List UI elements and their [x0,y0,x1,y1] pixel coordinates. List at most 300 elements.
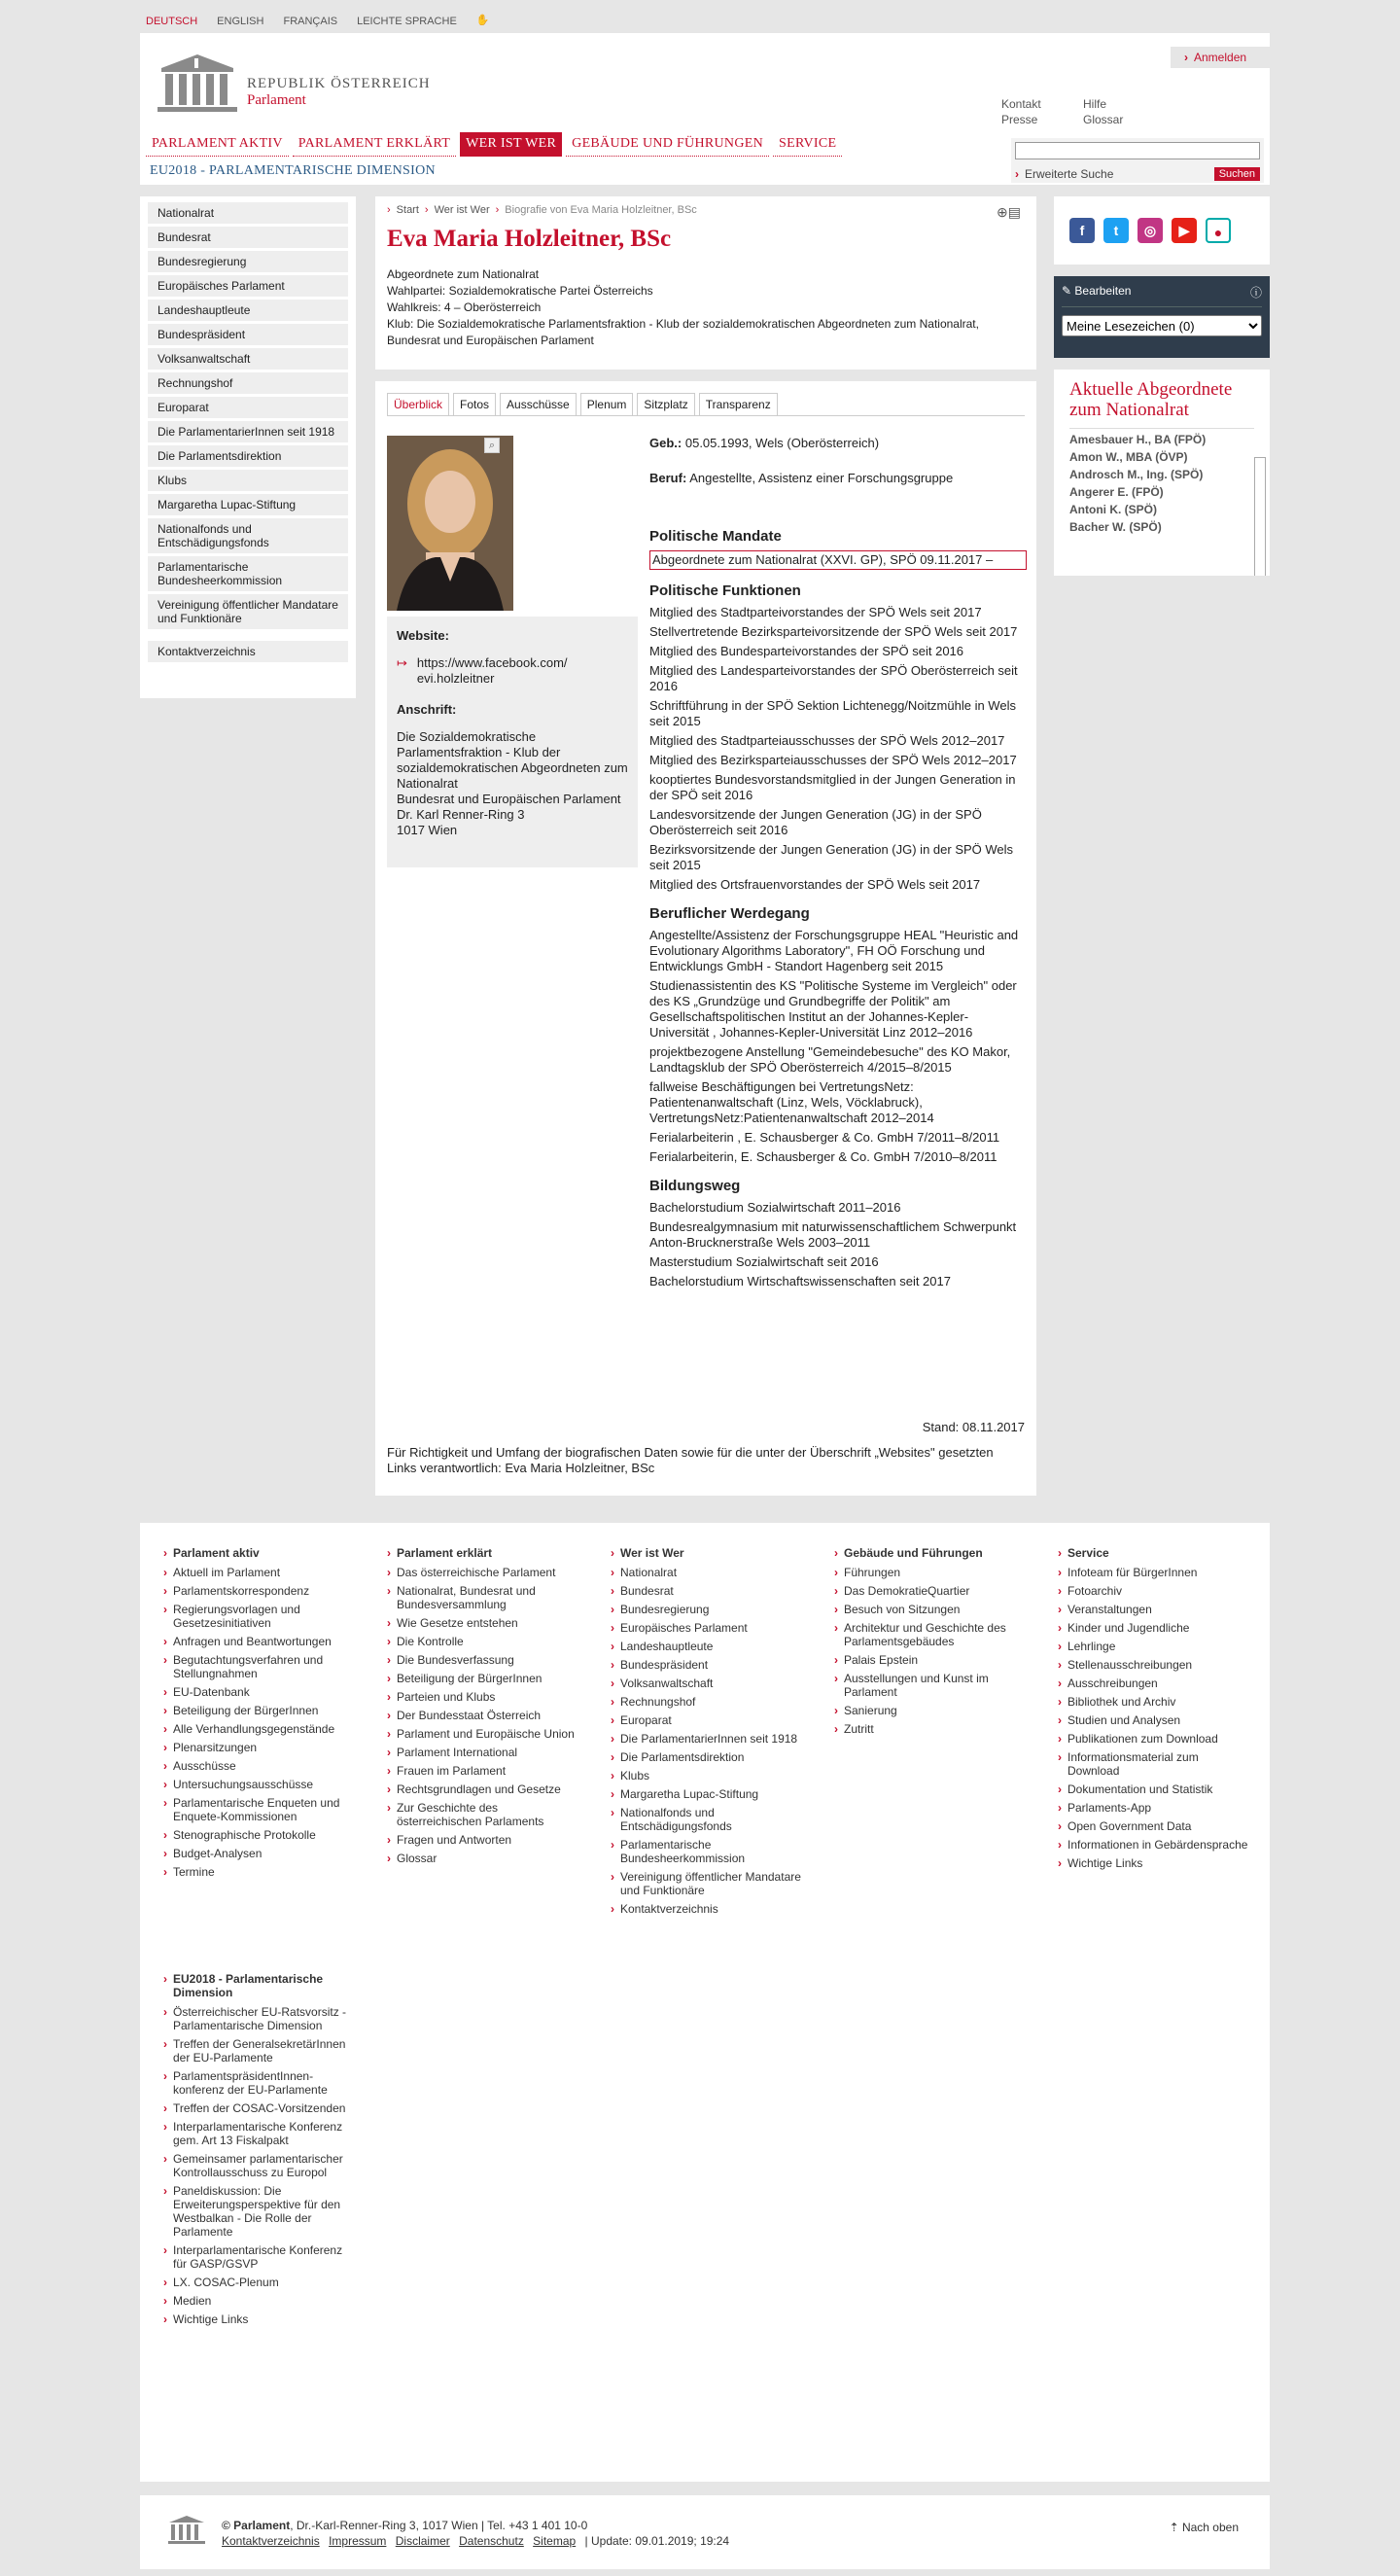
footer-link[interactable] [163,1566,356,1579]
footer-link[interactable] [834,1584,1027,1598]
footer-heading[interactable] [834,1546,1027,1560]
members-list [1069,433,1254,534]
profession-value: Angestellte, Assistenz einer Forschungsgruppe [689,471,954,485]
chevron-right-icon: › [163,2294,167,2308]
footer-link[interactable] [611,1902,803,1916]
chevron-right-icon: › [163,1796,167,1810]
footer-link[interactable] [1058,1856,1250,1870]
footer-link[interactable] [1058,1603,1250,1616]
footer-link[interactable] [611,1640,803,1653]
footer-link-label: Der Bundesstaat Österreich [397,1709,542,1722]
copyright [222,2519,1242,2532]
chevron-right-icon: › [387,1653,391,1667]
service-link-presse[interactable]: Presse [1001,113,1038,126]
address-line: Bundesrat und Europäischen Parlament [397,792,621,806]
footer-link[interactable] [163,1759,356,1773]
tab-fotos[interactable]: Fotos [453,393,496,415]
profession-row [649,471,1027,486]
chevron-right-icon: › [387,1584,391,1598]
footer-link-label: Das österreichische Parlament [397,1566,556,1579]
chevron-right-icon: › [1058,1782,1062,1796]
flickr-icon[interactable]: ● [1206,218,1231,243]
footer-link-label: Rechnungshof [620,1695,696,1709]
footer-link[interactable] [163,1603,356,1630]
footer-link[interactable] [387,1782,579,1796]
chevron-right-icon: › [163,1722,167,1736]
footer-link-label: Palais Epstein [844,1653,919,1667]
left-nav-item[interactable]: Margaretha Lupac-Stiftung [148,494,348,515]
meta-club: Klub: Die Sozialdemokratische Parlamentsfraktion - Klub der sozialdemokratischen Abgeordneten zum Nationalrat, Bundesrat und Europäischen Parlament [387,317,979,347]
left-nav-item[interactable]: Nationalrat [148,202,348,224]
footer-link[interactable] [611,1750,803,1764]
left-nav-item[interactable]: Die Parlamentsdirektion [148,445,348,467]
edit-link[interactable] [1062,284,1131,300]
footer-link-label: Parteien und Klubs [397,1690,496,1704]
footer-link[interactable] [834,1704,1027,1717]
page-title: Eva Maria Holzleitner, BSc [387,226,672,252]
footer-link[interactable] [387,1764,579,1778]
current-members-box [1054,370,1270,576]
footer-link-label: Wichtige Links [1068,1856,1143,1870]
footer-link[interactable] [611,1806,803,1833]
chevron-right-icon: › [611,1603,614,1616]
footer-link[interactable] [163,1796,356,1823]
member-item[interactable]: Androsch M., Ing. (SPÖ) [1069,468,1204,481]
footer-link[interactable] [1058,1750,1250,1778]
chevron-right-icon: › [163,2276,167,2289]
chevron-right-icon: › [1058,1584,1062,1598]
footer-link[interactable] [611,1584,803,1598]
footer-link[interactable] [163,2312,356,2326]
chevron-right-icon: › [387,1782,391,1796]
footer-heading[interactable] [163,1546,356,1560]
copyright-address: , Dr.-Karl-Renner-Ring 3, 1017 Wien | Tel. +43 1 401 10-0 [290,2519,588,2532]
footer-heading-label: Parlament aktiv [173,1546,260,1560]
left-nav-item[interactable]: Europarat [148,397,348,418]
footer-link-label: Führungen [844,1566,901,1579]
main-nav-item[interactable]: SERVICE [773,132,842,157]
portrait-illustration [387,436,513,611]
footer-link[interactable] [387,1635,579,1648]
footer-link[interactable] [387,1653,579,1667]
footer-link[interactable] [163,2294,356,2308]
chevron-right-icon: › [387,1672,391,1685]
chevron-right-icon: › [611,1676,614,1690]
footer-link[interactable] [611,1566,803,1579]
footer-link-label: Informationen in Gebärdensprache [1068,1838,1248,1852]
function-item: Stellvertretende Bezirksparteivorsitzende der SPÖ Wels seit 2017 [649,624,1018,639]
last-updated: Stand: 08.11.2017 [922,1420,1025,1434]
career-item: Ferialarbeiterin , E. Schausberger & Co. GmbH 7/2011–8/2011 [649,1130,1000,1145]
zoom-icon[interactable]: ⌕ [484,438,500,453]
functions-heading: Politische Funktionen [649,582,801,599]
footer-link-label: Die Kontrolle [397,1635,464,1648]
member-item[interactable]: Amon W., MBA (ÖVP) [1069,450,1188,464]
chevron-right-icon: › [387,1764,391,1778]
footer-link[interactable] [611,1621,803,1635]
portrait-photo[interactable] [387,436,513,611]
link-datenschutz[interactable]: Datenschutz [459,2534,524,2548]
footer-link[interactable] [1058,1658,1250,1672]
breadcrumb-wer-ist-wer[interactable]: Wer ist Wer [434,204,490,216]
footer-link[interactable] [611,1713,803,1727]
lang-english[interactable]: ENGLISH [217,16,264,27]
chevron-right-icon: › [834,1621,838,1635]
chevron-right-icon: › [387,1833,391,1847]
footer-link[interactable] [1058,1713,1250,1727]
chevron-right-icon: › [1058,1732,1062,1746]
education-list [649,1200,1027,1289]
service-link-glossar[interactable]: Glossar [1083,113,1124,126]
footer-link[interactable] [611,1732,803,1746]
footer-link-label: Beteiligung der BürgerInnen [173,1704,319,1717]
footer-link-label: Das DemokratieQuartier [844,1584,970,1598]
footer-link-label: Dokumentation und Statistik [1068,1782,1213,1796]
footer-link[interactable] [163,1847,356,1860]
footer-link[interactable] [611,1676,803,1690]
main-nav-item[interactable]: WER IST WER [460,132,562,157]
footer-column [611,1546,803,1921]
footer-link-label: Publikationen zum Download [1068,1732,1218,1746]
current-members-heading: Aktuelle Abgeordnete zum Nationalrat [1069,379,1254,429]
chevron-right-icon: › [387,1546,391,1560]
footer-link[interactable] [387,1672,579,1685]
login-label: Anmelden [1194,51,1247,64]
left-nav-item[interactable]: Bundespräsident [148,324,348,345]
footer-link-label: Architektur und Geschichte des Parlamentsgebäudes [844,1621,1006,1648]
footer-link[interactable] [163,1865,356,1879]
footer-link[interactable] [1058,1584,1250,1598]
tab-überblick[interactable]: Überblick [387,393,449,415]
footer-link-label: Paneldiskussion: Die Erweiterungsperspektive für den Westbalkan - Die Rolle der Parlamente [173,2184,341,2239]
bookmarks-select[interactable] [1062,315,1262,336]
footer-link-label: Untersuchungsausschüsse [173,1778,314,1791]
footer-link-label: Gemeinsamer parlamentarischer Kontrollausschuss zu Europol [173,2152,343,2179]
member-item[interactable]: Bacher W. (SPÖ) [1069,520,1162,534]
education-heading: Bildungsweg [649,1178,741,1194]
main-nav-item[interactable]: GEBÄUDE UND FÜHRUNGEN [566,132,769,157]
link-kontaktverzeichnis[interactable]: Kontaktverzeichnis [222,2534,320,2548]
website-link[interactable]: https://www.facebook.com/ evi.holzleitner [416,655,568,686]
tab-ausschüsse[interactable]: Ausschüsse [500,393,577,415]
bookmark-add-icon[interactable]: ⊕▤ [997,204,1021,220]
education-item: Bundesrealgymnasium mit naturwissenschaftlichem Schwerpunkt Anton-Brucknerstraße Wels 2003–2011 [649,1219,1017,1250]
chevron-right-icon: › [163,2312,167,2326]
footer-link[interactable] [1058,1819,1250,1833]
footer-link-label: Kinder und Jugendliche [1068,1621,1190,1635]
footer-link[interactable] [834,1603,1027,1616]
left-nav-item[interactable]: Vereinigung öffentlicher Mandatare und Funktionäre [148,594,348,629]
chevron-right-icon: › [163,2243,167,2257]
footer-link[interactable] [163,2152,356,2179]
footer-heading[interactable] [163,1972,356,1999]
edit-box [1054,276,1270,358]
login-button[interactable] [1171,47,1270,68]
footer-link-label: Vereinigung öffentlicher Mandatare und Funktionäre [620,1870,801,1897]
footer-link[interactable] [387,1727,579,1741]
footer-link[interactable] [163,2005,356,2032]
footer-link[interactable] [163,1685,356,1699]
footer-link[interactable] [387,1566,579,1579]
link-sitemap[interactable]: Sitemap [533,2534,577,2548]
chevron-right-icon: › [611,1902,614,1916]
lang-leichte-sprache[interactable]: LEICHTE SPRACHE [357,16,457,27]
chevron-right-icon: › [1058,1750,1062,1764]
footer-link[interactable] [1058,1801,1250,1815]
career-heading: Beruflicher Werdegang [649,905,810,922]
footer-link[interactable] [387,1584,579,1611]
left-nav-item[interactable]: Die ParlamentarierInnen seit 1918 [148,421,348,442]
member-item[interactable]: Antoni K. (SPÖ) [1069,503,1157,516]
chevron-right-icon: › [611,1870,614,1884]
function-item: Mitglied des Stadtparteiausschusses der SPÖ Wels 2012–2017 [649,733,1005,748]
left-nav-item[interactable]: Klubs [148,470,348,491]
footer-link[interactable] [163,1778,356,1791]
footer-link-label: Stellenausschreibungen [1068,1658,1193,1672]
chevron-right-icon: › [1058,1838,1062,1852]
career-list [649,928,1027,1165]
footer-link[interactable] [163,1722,356,1736]
left-nav-item[interactable]: Rechnungshof [148,372,348,394]
footer-heading-label: Wer ist Wer [620,1546,684,1560]
legal-links [222,2534,1242,2548]
left-nav-item[interactable]: Nationalfonds und Entschädigungsfonds [148,518,348,553]
footer-link-label: Parlaments-App [1068,1801,1152,1815]
youtube-icon[interactable]: ▶ [1172,218,1197,243]
back-to-top-link[interactable] [1170,2521,1239,2534]
site-logo[interactable] [154,53,431,113]
chevron-right-icon: › [834,1584,838,1598]
footer-heading[interactable] [611,1546,803,1560]
footer-link[interactable] [387,1746,579,1759]
footer-link-label: Wie Gesetze entstehen [397,1616,518,1630]
footer-heading[interactable] [1058,1546,1250,1560]
chevron-right-icon: › [163,1566,167,1579]
chevron-right-icon: › [834,1722,838,1736]
service-link-hilfe[interactable]: Hilfe [1083,97,1107,111]
footer-link[interactable] [163,2037,356,2064]
footer-link[interactable] [387,1616,579,1630]
footer-link[interactable] [163,1828,356,1842]
footer-column [163,1546,356,1884]
footer-link[interactable] [1058,1676,1250,1690]
tab-plenum[interactable]: Plenum [580,393,634,415]
chevron-right-icon: › [1058,1695,1062,1709]
footer-link[interactable] [1058,1695,1250,1709]
responsibility-note: Für Richtigkeit und Umfang der biografischen Daten sowie für die unter der Überschrift „Websites" gesetzten Links verantwortlich: Eva Maria Holzleitner, BSc [387,1445,994,1475]
left-nav-item[interactable]: Bundesregierung [148,251,348,272]
main-nav-item[interactable]: PARLAMENT AKTIV [146,132,289,157]
footer-link[interactable] [834,1653,1027,1667]
search-input[interactable] [1015,142,1260,159]
logo-title: REPUBLIK ÖSTERREICH [247,76,431,91]
twitter-icon[interactable]: t [1103,218,1129,243]
footer-link[interactable] [1058,1838,1250,1852]
footer-link-label: Studien und Analysen [1068,1713,1181,1727]
footer-link-label: Veranstaltungen [1068,1603,1152,1616]
footer-link-label: Nationalfonds und Entschädigungsfonds [620,1806,732,1833]
left-nav-item[interactable]: Bundesrat [148,227,348,248]
left-nav-item[interactable]: Volksanwaltschaft [148,348,348,370]
footer-link-label: Stenographische Protokolle [173,1828,316,1842]
chevron-right-icon: › [834,1566,838,1579]
chevron-right-icon: › [611,1838,614,1852]
service-links [1001,97,1165,126]
footer-link[interactable] [163,2069,356,2097]
footer-link[interactable] [163,2101,356,2115]
footer-link[interactable] [611,1695,803,1709]
chevron-right-icon: › [387,1727,391,1741]
footer-link[interactable] [834,1566,1027,1579]
chevron-right-icon: › [163,1603,167,1616]
edit-label: Bearbeiten [1074,284,1132,298]
footer-link[interactable] [1058,1782,1250,1796]
footer-link[interactable] [163,2184,356,2239]
tab-transparenz[interactable]: Transparenz [699,393,778,415]
biography-details [649,436,1027,1293]
chevron-right-icon: › [495,204,500,216]
footer-link-label: Anfragen und Beantwortungen [173,1635,332,1648]
footer-link[interactable] [834,1621,1027,1648]
footer-link-label: Die ParlamentarierInnen seit 1918 [620,1732,798,1746]
chevron-right-icon: › [611,1806,614,1819]
chevron-right-icon: › [611,1640,614,1653]
footer-link[interactable] [387,1801,579,1828]
left-nav-item[interactable]: Landeshauptleute [148,300,348,321]
footer-link-label: Die Bundesverfassung [397,1653,514,1667]
footer-link[interactable] [387,1833,579,1847]
footer-link[interactable] [1058,1732,1250,1746]
footer-link[interactable] [163,1635,356,1648]
function-item: Schriftführung in der SPÖ Sektion Lichtenegg/Noitzmühle in Wels seit 2015 [649,698,1016,728]
footer-link[interactable] [163,1741,356,1754]
member-item[interactable]: Angerer E. (FPÖ) [1069,485,1164,499]
footer-link[interactable] [611,1838,803,1865]
chevron-right-icon: › [163,1584,167,1598]
chevron-right-icon: › [163,1865,167,1879]
footer-link[interactable] [611,1769,803,1782]
parliament-logo-icon [167,2515,206,2547]
footer-link-label: Parlament International [397,1746,518,1759]
footer-link[interactable] [163,2276,356,2289]
chevron-right-icon: › [387,1566,391,1579]
tab-sitzplatz[interactable]: Sitzplatz [637,393,694,415]
info-icon[interactable]: ⓘ [1249,286,1262,300]
chevron-right-icon: › [163,1778,167,1791]
footer-link-label: Alle Verhandlungsgegenstände [173,1722,335,1736]
address-line: 1017 Wien [397,823,458,837]
chevron-right-icon: › [611,1546,614,1560]
facebook-icon[interactable]: f [1069,218,1095,243]
footer-link[interactable] [1058,1621,1250,1635]
link-impressum[interactable]: Impressum [329,2534,387,2548]
lang-deutsch[interactable]: DEUTSCH [146,16,198,27]
link-disclaimer[interactable]: Disclaimer [395,2534,450,2548]
career-item: fallweise Beschäftigungen bei VertretungsNetz: Patientenanwaltschaft (Linz, Wels, Vöcklabruck), VertretungsNetz:Patientenanwaltschaft 2012–2014 [649,1079,934,1125]
footer-link-label: Fragen und Antworten [397,1833,512,1847]
footer-link-label: Informationsmaterial zum Download [1068,1750,1199,1778]
birth-label: Geb.: [649,436,682,450]
chevron-right-icon: › [163,2101,167,2115]
biography-panel [375,381,1036,1496]
footer-link[interactable] [163,2120,356,2147]
chevron-right-icon: › [163,2152,167,2166]
footer-heading-label: EU2018 - Parlamentarische Dimension [173,1972,324,1999]
social-links [1054,196,1270,265]
footer-link-label: Parlament und Europäische Union [397,1727,575,1741]
footer-column [163,1972,356,2331]
footer-link[interactable] [611,1787,803,1801]
chevron-right-icon: › [163,1546,167,1560]
career-item: Angestellte/Assistenz der Forschungsgruppe HEAL "Heuristic and Evolutionary Algorithms Laboratory", FH OÖ Forschung und Entwicklungs GmbH - Standort Hagenberg seit 2015 [649,928,1019,973]
chevron-right-icon: › [834,1653,838,1667]
left-nav-item[interactable]: Parlamentarische Bundesheerkommission [148,556,348,591]
footer-link-label: Ausstellungen und Kunst im Parlament [844,1672,989,1699]
footer-link-label: Budget-Analysen [173,1847,262,1860]
footer-link[interactable] [387,1690,579,1704]
footer-link-label: Sanierung [844,1704,897,1717]
footer-link[interactable] [1058,1566,1250,1579]
footer-link-label: Europäisches Parlament [620,1621,748,1635]
footer-column [1058,1546,1250,1875]
footer-link[interactable] [834,1722,1027,1736]
chevron-right-icon: › [163,1704,167,1717]
breadcrumb-start[interactable]: Start [396,204,419,216]
search-box [1011,138,1264,183]
functions-list [649,605,1027,893]
footer-link-label: Beteiligung der BürgerInnen [397,1672,542,1685]
chevron-right-icon: › [611,1732,614,1746]
career-item: projektbezogene Anstellung "Gemeindebesuche" des KO Makor, Landtagsklub der SPÖ Oberösterreich 4/2015–8/2015 [649,1044,1011,1075]
footer-link[interactable] [611,1658,803,1672]
gesture-icon[interactable]: ✋ [475,15,490,26]
footer-link[interactable] [163,1653,356,1680]
members-scrollbar[interactable] [1254,457,1266,576]
footer-link-label: Wichtige Links [173,2312,249,2326]
chevron-right-icon: › [387,1635,391,1648]
footer-link[interactable] [611,1870,803,1897]
footer-link[interactable] [163,2243,356,2271]
chevron-right-icon: › [1058,1856,1062,1870]
footer-link-label: Besuch von Sitzungen [844,1603,961,1616]
footer-link[interactable] [163,1584,356,1598]
footer-link-label: Open Government Data [1068,1819,1192,1833]
footer-link[interactable] [163,1704,356,1717]
footer-link[interactable] [387,1852,579,1865]
search-button[interactable]: Suchen [1214,167,1260,181]
footer-link[interactable] [611,1603,803,1616]
service-link-kontakt[interactable]: Kontakt [1001,97,1041,111]
chevron-right-icon: › [1058,1603,1062,1616]
instagram-icon[interactable]: ◎ [1138,218,1163,243]
footer-link[interactable] [1058,1640,1250,1653]
footer-link[interactable] [834,1672,1027,1699]
left-nav-item[interactable]: Kontaktverzeichnis [148,641,348,662]
footer-heading[interactable] [387,1546,579,1560]
member-item[interactable]: Amesbauer H., BA (FPÖ) [1069,433,1207,446]
left-nav-item[interactable]: Europäisches Parlament [148,275,348,297]
chevron-right-icon: › [163,2005,167,2019]
chevron-right-icon: › [611,1787,614,1801]
footer-link[interactable] [387,1709,579,1722]
advanced-search-link[interactable] [1015,167,1113,181]
main-nav-item[interactable]: PARLAMENT ERKLÄRT [293,132,456,157]
address-label: Anschrift: [397,702,457,717]
lang-français[interactable]: FRANÇAIS [283,16,338,27]
chevron-right-icon: › [163,1635,167,1648]
language-bar [146,14,502,29]
sub-nav-eu2018[interactable]: EU2018 - PARLAMENTARISCHE DIMENSION [150,163,436,178]
